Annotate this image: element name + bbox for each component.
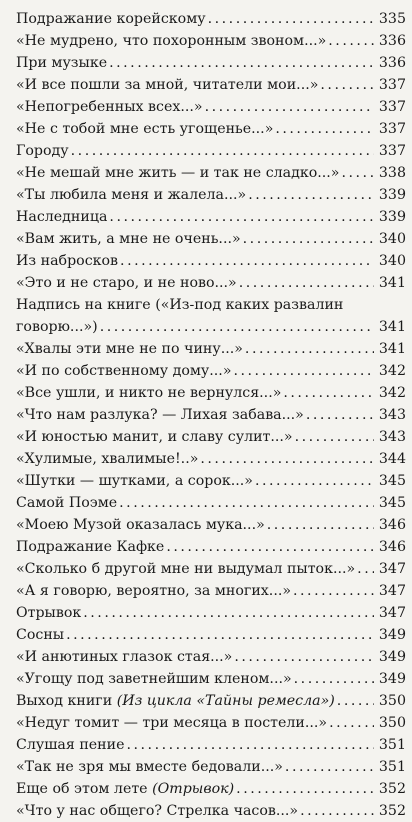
toc-entry-page: 339 xyxy=(378,187,406,203)
toc-entry xyxy=(16,162,406,184)
toc-entry-title-plain: Выход книги xyxy=(16,693,117,709)
toc-entry-page: 337 xyxy=(378,99,406,115)
toc-entry xyxy=(16,756,406,778)
toc-entry-page: 351 xyxy=(378,759,406,775)
toc-entry-page: 350 xyxy=(378,715,406,731)
toc-entry xyxy=(16,514,406,536)
toc-entry xyxy=(16,448,406,470)
toc-entry-title: Самой Поэме xyxy=(16,495,118,511)
toc-entry-title: «И юностью манит, и славу сулит...» xyxy=(16,429,293,445)
toc-entry xyxy=(16,426,406,448)
toc-entry xyxy=(16,74,406,96)
toc-entry-page: 347 xyxy=(378,561,406,577)
toc-entry xyxy=(16,800,406,822)
dot-leader xyxy=(275,118,374,140)
toc-entry xyxy=(16,184,406,206)
toc-entry-title: Отрывок xyxy=(16,605,82,621)
dot-leader xyxy=(243,228,374,250)
toc-entry-page: 341 xyxy=(378,341,406,357)
toc-entry xyxy=(16,228,406,250)
toc-entry-title: Подражание Кафке xyxy=(16,539,165,555)
dot-leader xyxy=(119,492,374,514)
dot-leader xyxy=(109,52,374,74)
dot-leader xyxy=(245,338,374,360)
toc-entry-title: «Моею Музой оказалась мука...» xyxy=(16,517,265,533)
toc-entry xyxy=(16,646,406,668)
toc-entry-title: «А я говорю, вероятно, за многих...» xyxy=(16,583,292,599)
toc-entry-title xyxy=(16,690,335,712)
toc-entry-title: «Недуг томит — три месяца в постели...» xyxy=(16,715,328,731)
toc-entry xyxy=(16,690,406,712)
toc-entry xyxy=(16,382,406,404)
dot-leader xyxy=(166,536,374,558)
toc-entry-page: 349 xyxy=(378,671,406,687)
toc-entry-title: «Хвалы эти мне не по чину...» xyxy=(16,341,243,357)
toc-entry-page: 347 xyxy=(378,583,406,599)
dot-leader xyxy=(357,558,374,580)
toc-entry xyxy=(16,580,406,602)
toc-entry-page: 345 xyxy=(378,495,406,511)
dot-leader xyxy=(341,162,374,184)
dot-leader xyxy=(283,382,374,404)
toc-entry-title: «И по собственному дому...» xyxy=(16,363,232,379)
toc-entry xyxy=(16,30,406,52)
toc-entry-title: «Непогребенных всех...» xyxy=(16,99,203,115)
dot-leader xyxy=(120,250,374,272)
toc-entry xyxy=(16,668,406,690)
dot-leader xyxy=(234,360,375,382)
dot-leader xyxy=(127,734,375,756)
toc-entry xyxy=(16,338,406,360)
toc-entry-title-italic: (Отрывок) xyxy=(152,781,235,797)
toc-entry-page: 346 xyxy=(378,517,406,533)
toc-entry xyxy=(16,250,406,272)
toc-entry-page: 343 xyxy=(378,429,406,445)
toc-entry-title: «Не с тобой мне есть угощенье...» xyxy=(16,121,274,137)
toc-entry-page: 335 xyxy=(378,11,406,27)
toc-entry-page: 342 xyxy=(378,363,406,379)
toc-entry-page: 347 xyxy=(378,605,406,621)
toc-entry-page: 340 xyxy=(378,253,406,269)
dot-leader xyxy=(234,646,374,668)
dot-leader xyxy=(236,778,374,800)
toc-entry xyxy=(16,536,406,558)
toc-entry-page: 339 xyxy=(378,209,406,225)
toc-entry-title: «Сколько б другой мне ни выдумал пыток...» xyxy=(16,561,356,577)
dot-leader xyxy=(66,624,374,646)
toc-entry xyxy=(16,52,406,74)
dot-leader xyxy=(267,514,374,536)
dot-leader xyxy=(239,272,374,294)
toc-entry-title: «И все пошли за мной, читатели мои...» xyxy=(16,77,319,93)
toc-entry-page: 337 xyxy=(378,121,406,137)
toc-entry-page: 336 xyxy=(378,55,406,71)
toc-entry-title-line1: Надпись на книге («Из-под каких развалин xyxy=(16,297,344,313)
toc-entry-page: 343 xyxy=(378,407,406,423)
dot-leader xyxy=(329,712,374,734)
dot-leader xyxy=(328,30,374,52)
toc-entry-title: Подражание корейскому xyxy=(16,11,206,27)
dot-leader xyxy=(83,602,374,624)
toc-entry xyxy=(16,118,406,140)
toc-entry-title-line2: говорю...») xyxy=(16,319,98,335)
toc-entry-title-italic: (Из цикла «Тайны ремесла») xyxy=(116,693,335,709)
toc-entry-title: «Не мудрено, что похоронным звоном...» xyxy=(16,33,327,49)
toc-entry-page: 352 xyxy=(378,781,406,797)
toc-entry xyxy=(16,734,406,756)
dot-leader xyxy=(255,470,374,492)
dot-leader xyxy=(306,404,374,426)
toc-entry xyxy=(16,624,406,646)
toc-entry-title: «Так не зря мы вместе бедовали...» xyxy=(16,759,283,775)
dot-leader xyxy=(208,8,374,30)
toc-entry xyxy=(16,492,406,514)
dot-leader xyxy=(285,756,374,778)
toc-entry-page: 337 xyxy=(378,77,406,93)
toc-entry-title: «Это и не старо, и не ново...» xyxy=(16,275,237,291)
toc-entry-page: 349 xyxy=(378,649,406,665)
toc-entry xyxy=(16,272,406,294)
toc-entry-title: «И анютиных глазок стая...» xyxy=(16,649,233,665)
toc-entry-title xyxy=(16,778,234,800)
toc-entry-page: 344 xyxy=(378,451,406,467)
dot-leader xyxy=(320,74,374,96)
toc-entry xyxy=(16,8,406,30)
toc-entry-page: 351 xyxy=(378,737,406,753)
toc-entry-title: Сосны xyxy=(16,627,65,643)
toc-entry xyxy=(16,294,406,338)
dot-leader xyxy=(294,668,374,690)
dot-leader xyxy=(200,448,374,470)
toc-entry xyxy=(16,96,406,118)
toc-entry-page: 336 xyxy=(378,33,406,49)
toc-entry-page: 337 xyxy=(378,143,406,159)
toc-entry-page: 349 xyxy=(378,627,406,643)
toc-entry-page: 341 xyxy=(378,319,406,335)
toc-entry-title: «Что нам разлука? — Лихая забава...» xyxy=(16,407,304,423)
toc-entry-title: «Угощу под заветнейшим кленом...» xyxy=(16,671,292,687)
toc-entry-title: Из набросков xyxy=(16,253,119,269)
toc-entry-title: «Шутки — шутками, а сорок...» xyxy=(16,473,253,489)
toc-entry xyxy=(16,404,406,426)
toc-entry-title: «Ты любила меня и жалела...» xyxy=(16,187,247,203)
dot-leader xyxy=(205,96,374,118)
toc-entry-title: Городу xyxy=(16,143,69,159)
toc-entry-page: 340 xyxy=(378,231,406,247)
toc-entry-page: 346 xyxy=(378,539,406,555)
toc-entry-page: 341 xyxy=(378,275,406,291)
dot-leader xyxy=(71,140,374,162)
toc-entry-title: Слушая пение xyxy=(16,737,125,753)
toc-entry-title: «Не мешай мне жить — и так не сладко...» xyxy=(16,165,340,181)
dot-leader xyxy=(293,580,374,602)
dot-leader xyxy=(248,184,374,206)
dot-leader xyxy=(300,800,374,822)
toc-entry-title: При музыке xyxy=(16,55,108,71)
dot-leader xyxy=(295,426,374,448)
toc-entry xyxy=(16,470,406,492)
toc-entry-page: 338 xyxy=(378,165,406,181)
toc-entry-title: Наследница xyxy=(16,209,108,225)
dot-leader xyxy=(100,316,374,338)
toc-entry-title: «Хулимые, хвалимые!..» xyxy=(16,451,199,467)
toc-entry xyxy=(16,360,406,382)
toc-entry-page: 352 xyxy=(378,803,406,819)
toc-entry-title: «Все ушли, и никто не вернулся...» xyxy=(16,385,282,401)
toc-entry-page: 350 xyxy=(378,693,406,709)
dot-leader xyxy=(109,206,374,228)
toc-entry-title: «Что у нас общего? Стрелка часов...» xyxy=(16,803,299,819)
dot-leader xyxy=(337,690,374,712)
toc-entry-page: 345 xyxy=(378,473,406,489)
toc-entry-title: «Вам жить, а мне не очень...» xyxy=(16,231,241,247)
toc-entry xyxy=(16,602,406,624)
toc-entry xyxy=(16,140,406,162)
toc-entry xyxy=(16,206,406,228)
toc-entry-page: 342 xyxy=(378,385,406,401)
toc-entry xyxy=(16,712,406,734)
toc-entry xyxy=(16,558,406,580)
toc-entry-title-plain: Еще об этом лете xyxy=(16,781,153,797)
toc-entry xyxy=(16,778,406,800)
